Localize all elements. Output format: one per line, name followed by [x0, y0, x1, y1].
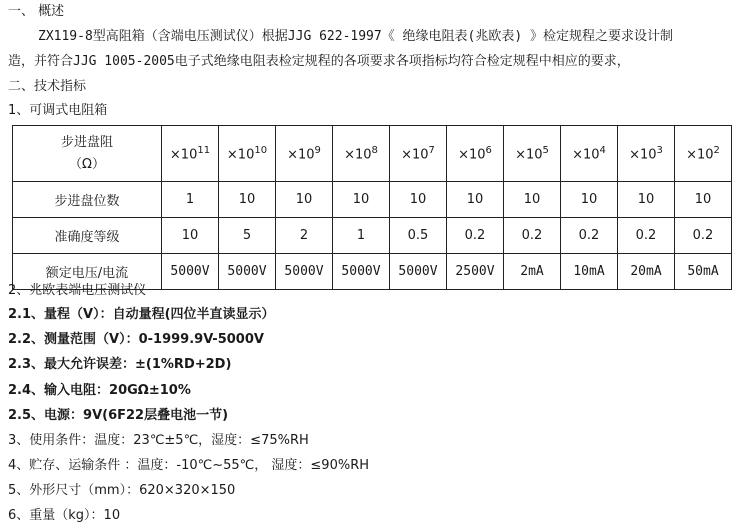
table-header-label [13, 126, 162, 182]
table-cell: 0.2 [618, 218, 675, 254]
row-label: 准确度等级 [13, 218, 162, 254]
item-4-storage-conditions: 4、贮存、运输条件 ：温度：-10℃~55℃， 湿度：≤90%RH [8, 458, 369, 473]
table-header-row [13, 126, 732, 182]
table-cell: 10 [333, 182, 390, 218]
dial-multiplier: $\times 10^8$ [333, 126, 390, 182]
table-cell: 10 [447, 182, 504, 218]
table-row-dial-count [13, 182, 732, 218]
header-label-line-2: （Ω） [69, 156, 105, 172]
header-label-line-1: 步进盘阻 [60, 134, 113, 150]
overview-line-1: ZX119-8型高阻箱（含端电压测试仪）根据JJG 622-1997《 绝缘电阻表(兆欧表) 》检定规程之要求设计制 [38, 29, 674, 44]
table-row-accuracy-class [13, 218, 732, 254]
spec-2-1: 2.1、量程（V）：自动量程(四位半直读显示） [8, 307, 275, 322]
table-cell: 0.2 [675, 218, 732, 254]
section-2-title: 二、技术指标 [8, 79, 87, 94]
item-5-dimensions: 5、外形尺寸（mm）：620×320×150 [8, 483, 236, 498]
table-cell: 5000V [276, 254, 333, 290]
table-cell: 10 [219, 182, 276, 218]
dial-multiplier: $\times 10^3$ [618, 126, 675, 182]
spec-2-5: 2.5、电源：9V(6F22层叠电池一节) [8, 408, 229, 423]
table-cell: 10 [276, 182, 333, 218]
table-cell: 10 [504, 182, 561, 218]
resistance-box-table [12, 125, 732, 290]
table-cell: 0.2 [447, 218, 504, 254]
spec-2-4: 2.4、输入电阻：20GΩ±10% [8, 383, 191, 398]
table-cell: 10 [390, 182, 447, 218]
table-cell: 5000V [333, 254, 390, 290]
item-3-operating-conditions: 3、使用条件：温度：23℃±5℃，湿度：≤75%RH [8, 433, 309, 448]
item-6-weight: 6、重量（kg）：10 [8, 508, 121, 523]
table-cell: 20mA [618, 254, 675, 290]
dial-multiplier: $\times 10^6$ [447, 126, 504, 182]
dial-multiplier: $\times 10^5$ [504, 126, 561, 182]
table-cell: 5 [219, 218, 276, 254]
table-cell: 10 [675, 182, 732, 218]
dial-multiplier: $\times 10^2$ [675, 126, 732, 182]
row-label: 步进盘位数 [13, 182, 162, 218]
dial-multiplier: $\times 10^{11}$ [162, 126, 219, 182]
dial-multiplier: $\times 10^9$ [276, 126, 333, 182]
table-cell: 0.2 [561, 218, 618, 254]
table-cell: 2mA [504, 254, 561, 290]
section-1-title: 一、 概述 [8, 4, 65, 19]
dial-multiplier: $\times 10^{10}$ [219, 126, 276, 182]
table-cell: 2 [276, 218, 333, 254]
table-cell: 1 [162, 182, 219, 218]
table-cell: 50mA [675, 254, 732, 290]
spec-2-2: 2.2、测量范围（V）：0-1999.9V-5000V [8, 332, 264, 347]
table-cell: 1 [333, 218, 390, 254]
table-cell: 10 [618, 182, 675, 218]
table-cell: 5000V [219, 254, 276, 290]
dial-multiplier: $\times 10^7$ [390, 126, 447, 182]
subsection-2-title: 2、兆欧表端电压测试仪 [8, 283, 147, 298]
spec-2-3: 2.3、最大允许误差：±(1%RD+2D) [8, 357, 232, 372]
table-cell: 10 [162, 218, 219, 254]
table-cell: 10 [561, 182, 618, 218]
table-cell: 10mA [561, 254, 618, 290]
dial-multiplier: $\times 10^4$ [561, 126, 618, 182]
overview-line-2: 造，并符合JJG 1005-2005电子式绝缘电阻表检定规程的各项要求各项指标均符合检定规程中相应的要求， [8, 54, 630, 69]
table-cell: 0.5 [390, 218, 447, 254]
table-cell: 5000V [162, 254, 219, 290]
table-cell: 2500V [447, 254, 504, 290]
table-cell: 5000V [390, 254, 447, 290]
subsection-1-title: 1、可调式电阻箱 [8, 103, 108, 118]
row-label: 额定电压/电流 [13, 254, 162, 290]
table-cell: 0.2 [504, 218, 561, 254]
